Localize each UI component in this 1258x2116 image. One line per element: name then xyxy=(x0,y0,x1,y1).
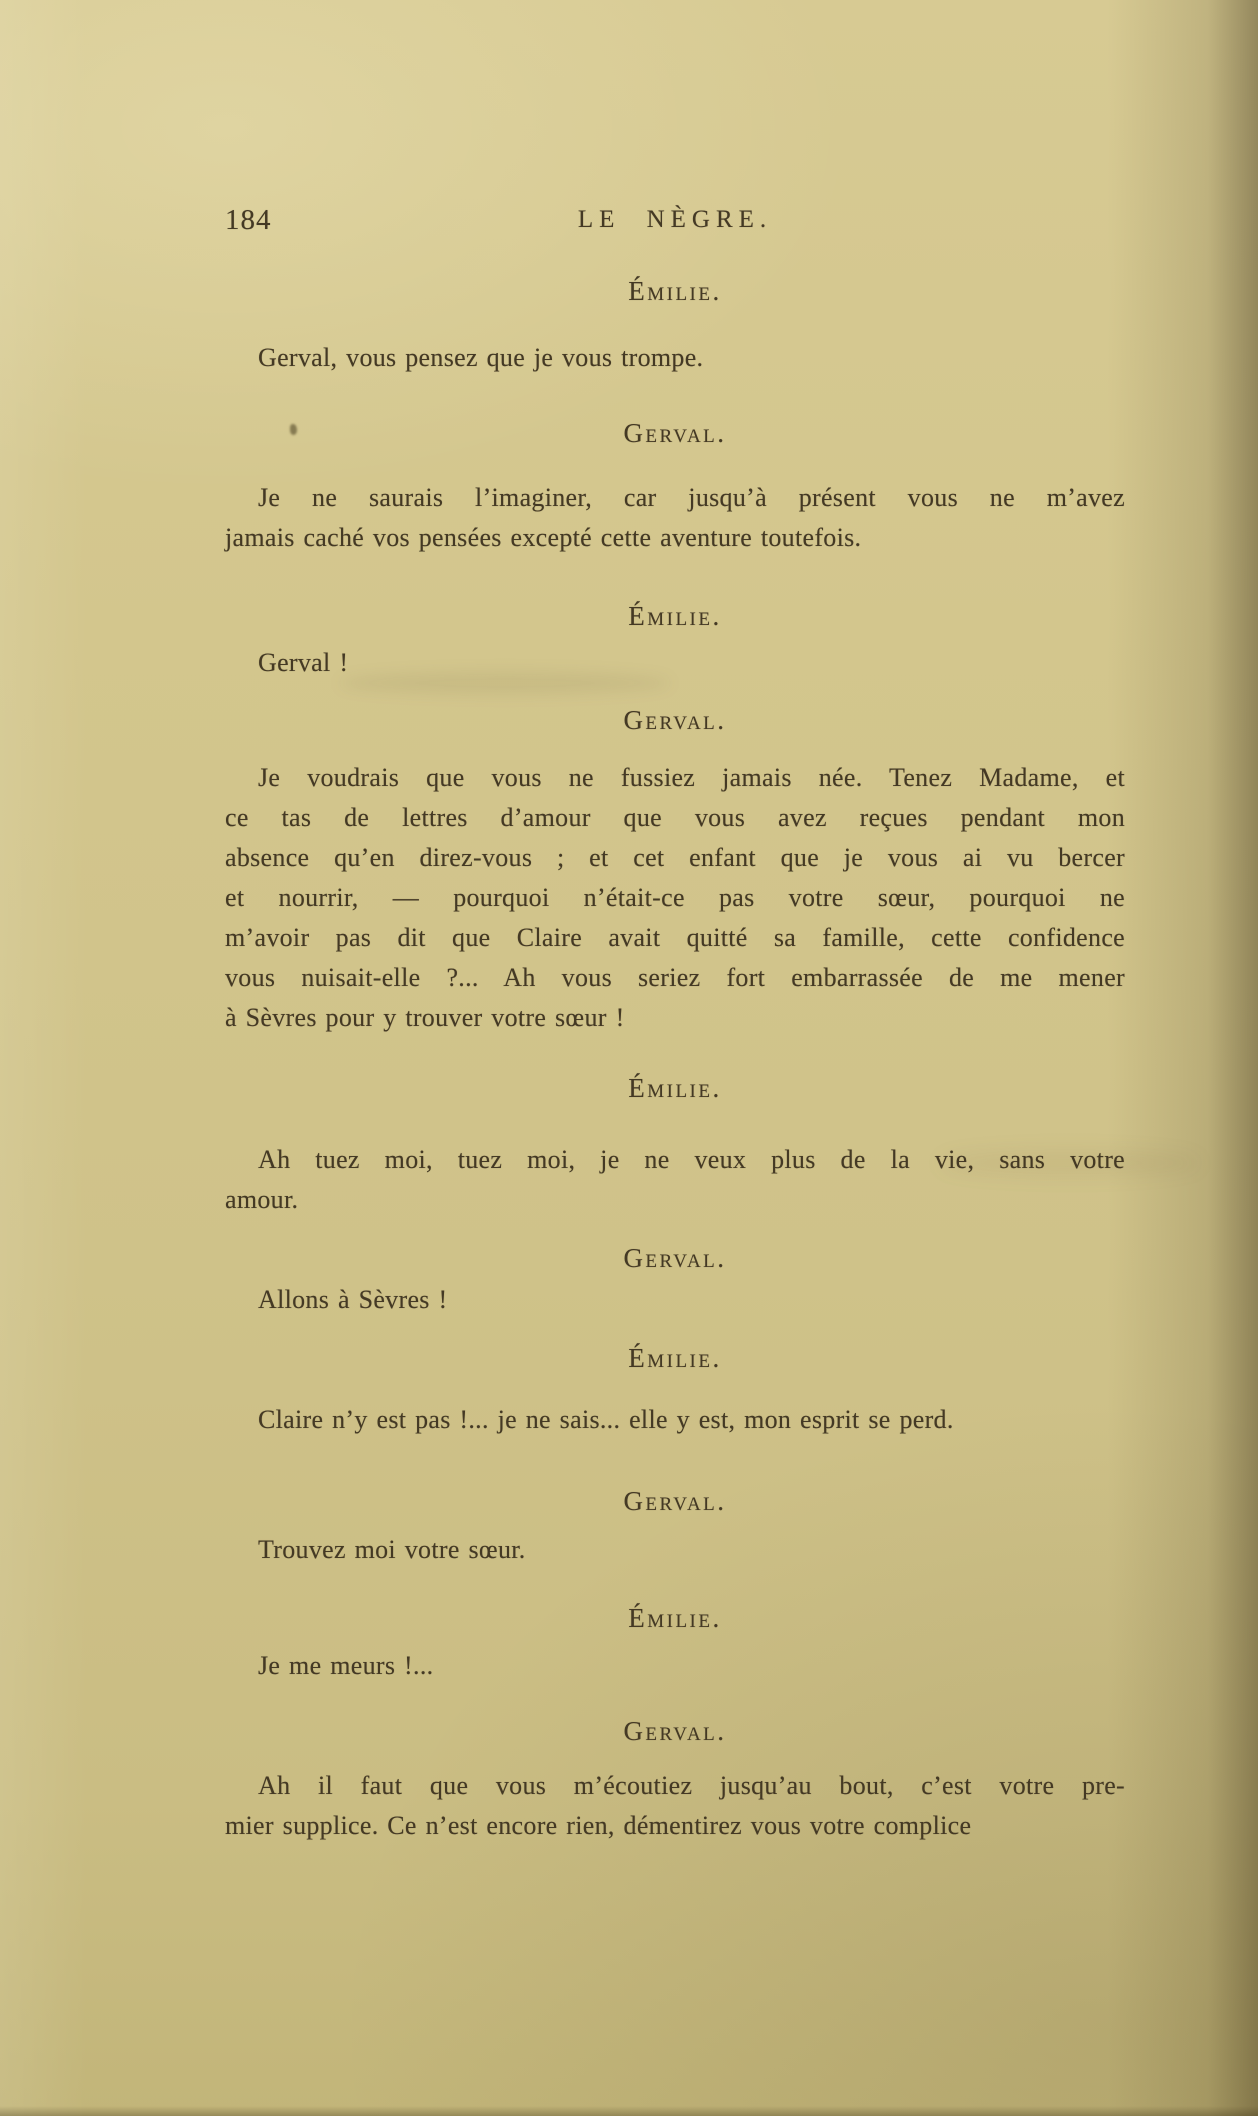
speech-line: Allons à Sèvres ! xyxy=(258,1285,448,1314)
speaker-name: Émilie. xyxy=(628,601,722,631)
speech-line: mier supplice. Ce n’est encore rien, démentirez vous votre complice xyxy=(225,1811,972,1840)
speech-line: Gerval ! xyxy=(258,648,349,677)
speech-block xyxy=(225,1486,1125,1570)
speech-text xyxy=(225,758,1125,1038)
speech-line: Je ne saurais l’imaginer, car jusqu’à présent vous ne m’avez xyxy=(258,483,1125,512)
speaker-name: Gerval. xyxy=(623,1243,727,1273)
dialogue-text xyxy=(225,0,1125,2116)
speech-text xyxy=(225,478,1125,558)
speech-line: Je voudrais que vous ne fussiez jamais née. Tenez Madame, et xyxy=(258,763,1125,792)
speaker-name: Émilie. xyxy=(628,276,722,306)
speech-text xyxy=(225,1280,1125,1320)
speaker-name: Gerval. xyxy=(623,705,727,735)
speech-text xyxy=(225,1530,1125,1570)
speech-line: Je me meurs !... xyxy=(258,1651,434,1680)
speech-block xyxy=(225,1343,1125,1440)
speech-block xyxy=(225,1073,1125,1220)
speech-line: et nourrir, — pourquoi n’était-ce pas votre sœur, pourquoi ne xyxy=(225,883,1125,912)
speech-line: Claire n’y est pas !... je ne sais... elle y est, mon esprit se perd. xyxy=(258,1405,954,1434)
speaker-name: Émilie. xyxy=(628,1073,722,1103)
speech-text xyxy=(225,338,1125,378)
speech-block xyxy=(225,276,1125,378)
speech-line: Ah il faut que vous m’écoutiez jusqu’au bout, c’est votre pre- xyxy=(258,1771,1125,1800)
speech-line: ce tas de lettres d’amour que vous avez reçues pendant mon xyxy=(225,803,1125,832)
speech-line: Trouvez moi votre sœur. xyxy=(258,1535,526,1564)
speech-line: Gerval, vous pensez que je vous trompe. xyxy=(258,343,704,372)
text-block xyxy=(225,0,1125,2116)
speech-line: à Sèvres pour y trouver votre sœur ! xyxy=(225,1003,625,1032)
page-number: 184 xyxy=(225,204,272,236)
speaker-name: Gerval. xyxy=(623,1486,727,1516)
speech-block xyxy=(225,705,1125,1038)
speech-block xyxy=(225,1716,1125,1846)
speech-text xyxy=(225,1766,1125,1846)
speaker-name: Émilie. xyxy=(628,1343,722,1373)
speech-text xyxy=(225,1140,1125,1220)
speech-line: vous nuisait-elle ?... Ah vous seriez fort embarrassée de me mener xyxy=(225,963,1125,992)
speaker-name: Gerval. xyxy=(623,1716,727,1746)
speech-block xyxy=(225,1243,1125,1320)
speaker-name: Gerval. xyxy=(623,418,727,448)
speech-text xyxy=(225,1646,1125,1686)
speech-text xyxy=(225,643,1125,683)
speech-text xyxy=(225,1400,1125,1440)
speech-line: absence qu’en direz-vous ; et cet enfant que je vous ai vu bercer xyxy=(225,843,1125,872)
speech-block xyxy=(225,1603,1125,1686)
running-title: LE NÈGRE. xyxy=(577,206,773,233)
speech-block xyxy=(225,418,1125,558)
speech-line: m’avoir pas dit que Claire avait quitté sa famille, cette confidence xyxy=(225,923,1125,952)
speech-line: jamais caché vos pensées excepté cette aventure toutefois. xyxy=(225,523,862,552)
speech-line: amour. xyxy=(225,1185,299,1214)
speaker-name: Émilie. xyxy=(628,1603,722,1633)
speech-block xyxy=(225,601,1125,683)
speech-line: Ah tuez moi, tuez moi, je ne veux plus de la vie, sans votre xyxy=(258,1145,1125,1174)
